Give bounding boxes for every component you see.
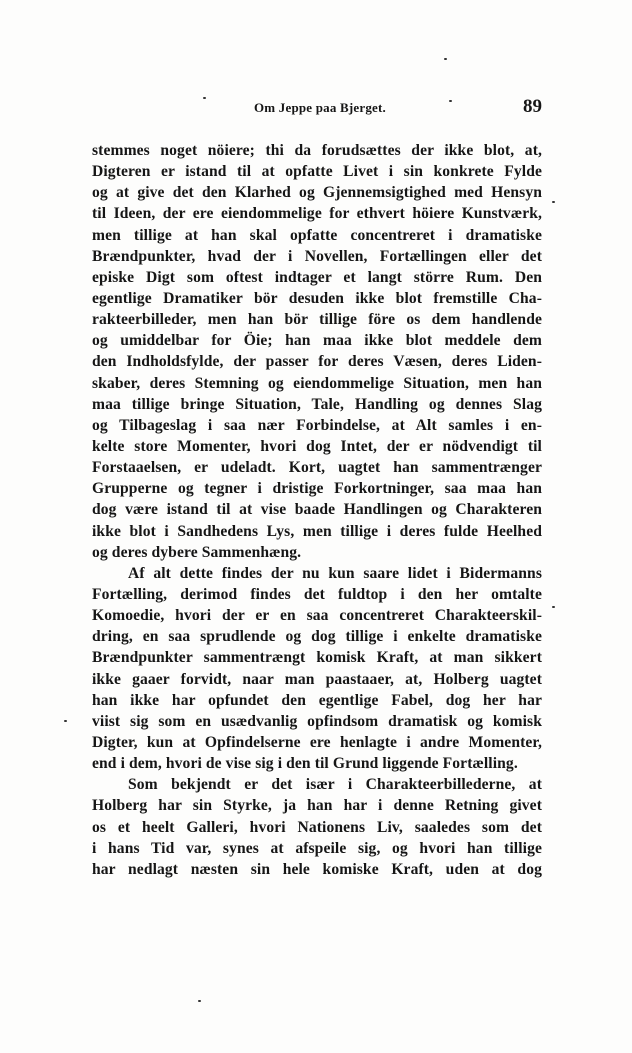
text-line: stemmes noget nöiere; thi da forudsættes der ikke blot, at, — [92, 142, 542, 159]
text-line: den Indholdsfylde, der passer for deres Væsen, deres Liden- — [92, 353, 542, 371]
text-line: dog være istand til at vise baade Handlingen og Charakteren — [92, 501, 542, 519]
text-line: skaber, deres Stemning og eiendommelige Situation, men han — [92, 374, 542, 392]
page-number: 89 — [523, 96, 542, 117]
text-line: Grupperne og tegner i dristige Forkortninger, saa maa han — [92, 480, 542, 498]
running-head — [92, 96, 548, 120]
text-line: han ikke har opfundet den egentlige Fabel, dog her har — [92, 691, 542, 709]
body-text — [92, 140, 542, 880]
text-line: Brændpunkter sammentrængt komisk Kraft, at man sikkert — [92, 649, 542, 667]
text-line: Holberg har sin Styrke, ja han har i denne Retning givet — [92, 797, 542, 815]
text-line: episke Digt som oftest indtager et langt större Rum. Den — [92, 268, 542, 286]
print-speck — [449, 100, 452, 102]
running-title: Om Jeppe paa Bjerget. — [253, 100, 386, 115]
text-line: til Ideen, der ere eiendommelige for ethvert höiere Kunstværk, — [92, 205, 542, 223]
text-line: men tillige at han skal opfatte concentreret i dramatiske — [92, 226, 542, 244]
text-line: Forstaaelsen, er udeladt. Kort, uagtet han sammentrænger — [92, 459, 542, 477]
text-line: og at give det den Klarhed og Gjennemsigtighed med Hensyn — [92, 184, 542, 202]
print-speck — [552, 201, 555, 203]
print-speck — [64, 720, 67, 722]
text-line: dring, en saa sprudlende og dog tillige i enkelte dramatiske — [92, 628, 542, 646]
text-line: Komoedie, hvori der er en saa concentreret Charakteerskil- — [92, 607, 542, 625]
text-line: viist sig som en usædvanlig opfindsom dramatisk og komisk — [92, 712, 542, 730]
text-line: Af alt dette findes der nu kun saare lidet i Bidermanns — [128, 564, 542, 582]
print-speck — [203, 97, 206, 99]
text-line: rakteerbilleder, men han bör tillige före os dem handlende — [92, 311, 542, 329]
text-line: Som bekjendt er det især i Charakteerbillederne, at — [128, 776, 542, 794]
text-line: og Tilbageslag i saa nær Forbindelse, at Alt samles i en- — [92, 416, 542, 434]
text-line: kelte store Momenter, hvori dog Intet, der er nödvendigt til — [92, 437, 542, 455]
print-speck — [444, 58, 447, 60]
text-line: har nedlagt næsten sin hele komiske Kraft, uden at dog — [92, 860, 542, 878]
print-speck — [198, 1000, 201, 1002]
text-line: og umiddelbar for Öie; han maa ikke blot meddele dem — [92, 332, 542, 350]
text-line: Digteren er istand til at opfatte Livet i sin konkrete Fylde — [92, 163, 542, 181]
text-line: og deres dybere Sammenhæng. — [92, 543, 302, 561]
text-line: ikke blot i Sandhedens Lys, men tillige i deres fulde Heelhed — [92, 522, 542, 540]
text-line: end i dem, hvori de vise sig i den til Grund liggende Fortælling. — [92, 755, 518, 773]
text-line: maa tillige bringe Situation, Tale, Handling og dennes Slag — [92, 395, 542, 413]
text-line: Digter, kun at Opfindelserne ere henlagte i andre Momenter, — [92, 733, 542, 751]
text-line: ikke gaaer forvidt, naar man paastaaer, at, Holberg uagtet — [92, 670, 542, 688]
text-line: egentlige Dramatiker bör desuden ikke blot fremstille Cha- — [92, 289, 542, 307]
text-line: os et heelt Galleri, hvori Nationens Liv, saaledes som det — [92, 818, 542, 836]
text-line: Brændpunkter, hvad der i Novellen, Fortællingen eller det — [92, 247, 542, 265]
text-line: i hans Tid var, synes at afspeile sig, og hvori han tillige — [92, 839, 542, 857]
print-speck — [552, 606, 555, 608]
text-line: Fortælling, derimod findes det fuldtop i den her omtalte — [92, 585, 542, 603]
